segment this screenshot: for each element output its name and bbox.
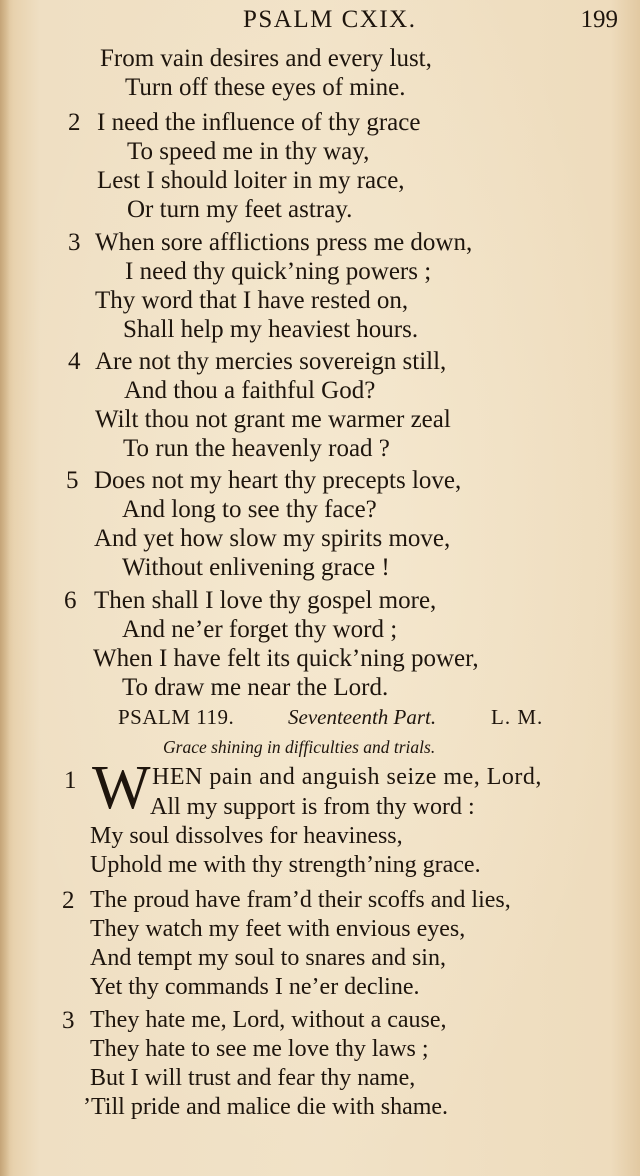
drop-cap: W	[92, 754, 151, 822]
verse-line: Does not my heart thy precepts love,	[94, 467, 462, 494]
verse-line: Are not thy mercies sovereign still,	[95, 348, 447, 375]
verse-line: Or turn my feet astray.	[127, 196, 353, 223]
verse-number: 1	[64, 767, 77, 794]
verse-line: And long to see thy face?	[122, 496, 377, 523]
heading-meter: L. M.	[491, 705, 544, 729]
verse-line: Shall help my heaviest hours.	[123, 316, 419, 343]
verse-line: To run the heavenly road ?	[123, 435, 390, 462]
verse-line: Without enlivening grace !	[122, 554, 390, 581]
page-number: 199	[580, 6, 618, 33]
verse-line: And thou a faithful God?	[124, 377, 376, 404]
verse-line: When I have felt its quick’ning power,	[93, 645, 479, 672]
verse-line: HEN pain and anguish seize me, Lord,	[152, 764, 542, 790]
verse-line: They hate to see me love thy laws ;	[90, 1036, 429, 1062]
verse-line: All my support is from thy word :	[150, 794, 475, 820]
verse-line: But I will trust and fear thy name,	[90, 1065, 416, 1091]
verse-line: When sore afflictions press me down,	[95, 229, 473, 256]
verse-number: 3	[68, 229, 81, 256]
verse-number: 2	[62, 887, 75, 914]
verse-line: And ne’er forget thy word ;	[122, 616, 398, 643]
verse-line: To speed me in thy way,	[127, 138, 370, 165]
verse-number: 2	[68, 109, 81, 136]
verse-line: Turn off these eyes of mine.	[125, 74, 406, 101]
verse-line: The proud have fram’d their scoffs and lies,	[90, 887, 511, 913]
page-header	[0, 4, 640, 40]
verse-line: Thy word that I have rested on,	[95, 287, 409, 314]
verse-line: Lest I should loiter in my race,	[97, 167, 405, 194]
verse-line: I need thy quick’ning powers ;	[125, 258, 432, 285]
verse-line: And tempt my soul to snares and sin,	[90, 945, 446, 971]
verse-line: Wilt thou not grant me warmer zeal	[95, 406, 451, 433]
verse-number: 6	[64, 587, 77, 614]
verse-line: And yet how slow my spirits move,	[94, 525, 451, 552]
verse-line: ’Till pride and malice die with shame.	[83, 1094, 449, 1120]
section-heading	[118, 705, 618, 730]
verse-line: To draw me near the Lord.	[122, 674, 389, 701]
verse-line: I need the influence of thy grace	[97, 109, 421, 136]
section-subtitle: Grace shining in difficulties and trials.	[163, 737, 436, 757]
verse-line: They watch my feet with envious eyes,	[90, 916, 466, 942]
verse-number: 5	[66, 467, 79, 494]
verse-line: They hate me, Lord, without a cause,	[90, 1007, 447, 1033]
verse-number: 3	[62, 1007, 75, 1034]
heading-psalm: PSALM 119.	[118, 705, 235, 729]
verse-line: From vain desires and every lust,	[100, 45, 432, 72]
verse-number: 4	[68, 348, 81, 375]
verse-line: Yet thy commands I ne’er decline.	[90, 974, 420, 1000]
verse-line: Uphold me with thy strength’ning grace.	[90, 852, 481, 878]
heading-part: Seventeenth Part.	[288, 705, 437, 729]
running-title: PSALM CXIX.	[243, 6, 417, 33]
verse-line: Then shall I love thy gospel more,	[94, 587, 437, 614]
verse-line: My soul dissolves for heaviness,	[90, 823, 403, 849]
